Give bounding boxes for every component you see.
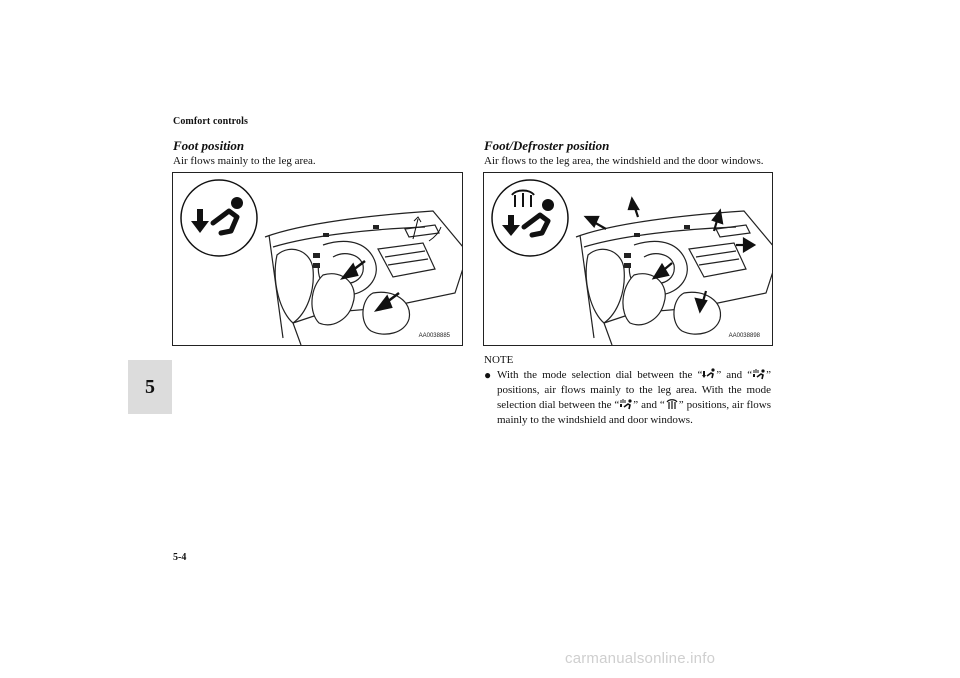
watermark: carmanualsonline.info xyxy=(565,650,716,667)
foot-position-title: Foot position xyxy=(173,138,245,153)
chapter-tab xyxy=(128,360,172,414)
foot-mode-icon xyxy=(702,368,716,380)
section-header: Comfort controls xyxy=(173,116,249,127)
foot-defroster-title: Foot/Defroster position xyxy=(484,138,610,153)
foot-defroster-figure xyxy=(483,172,773,346)
note-label: NOTE xyxy=(484,354,514,366)
foot-defroster-mode-icon xyxy=(752,368,766,380)
foot-defroster-mode-icon xyxy=(619,398,633,410)
note-item: ● With the mode selection dial between the “ ” and “ ” positions, air flows mainly to the leg area. With the mode selection dial between the “ ” and “ ” positions, air flows mainly to the windshield and door windows. xyxy=(484,368,771,426)
page-number: 5-4 xyxy=(173,552,187,563)
foot-position-figure-id: AA0038885 xyxy=(418,333,450,339)
defroster-mode-icon xyxy=(665,398,679,410)
foot-defroster-figure-id: AA0038898 xyxy=(728,333,760,339)
foot-defroster-illustration xyxy=(484,173,772,345)
bullet-icon: ● xyxy=(484,368,492,382)
foot-position-illustration xyxy=(173,173,462,345)
foot-position-text: Air flows mainly to the leg area. xyxy=(173,155,316,167)
foot-defroster-text: Air flows to the leg area, the windshield and the door windows. xyxy=(484,155,764,167)
chapter-number: 5 xyxy=(145,375,155,398)
foot-position-figure xyxy=(172,172,463,346)
